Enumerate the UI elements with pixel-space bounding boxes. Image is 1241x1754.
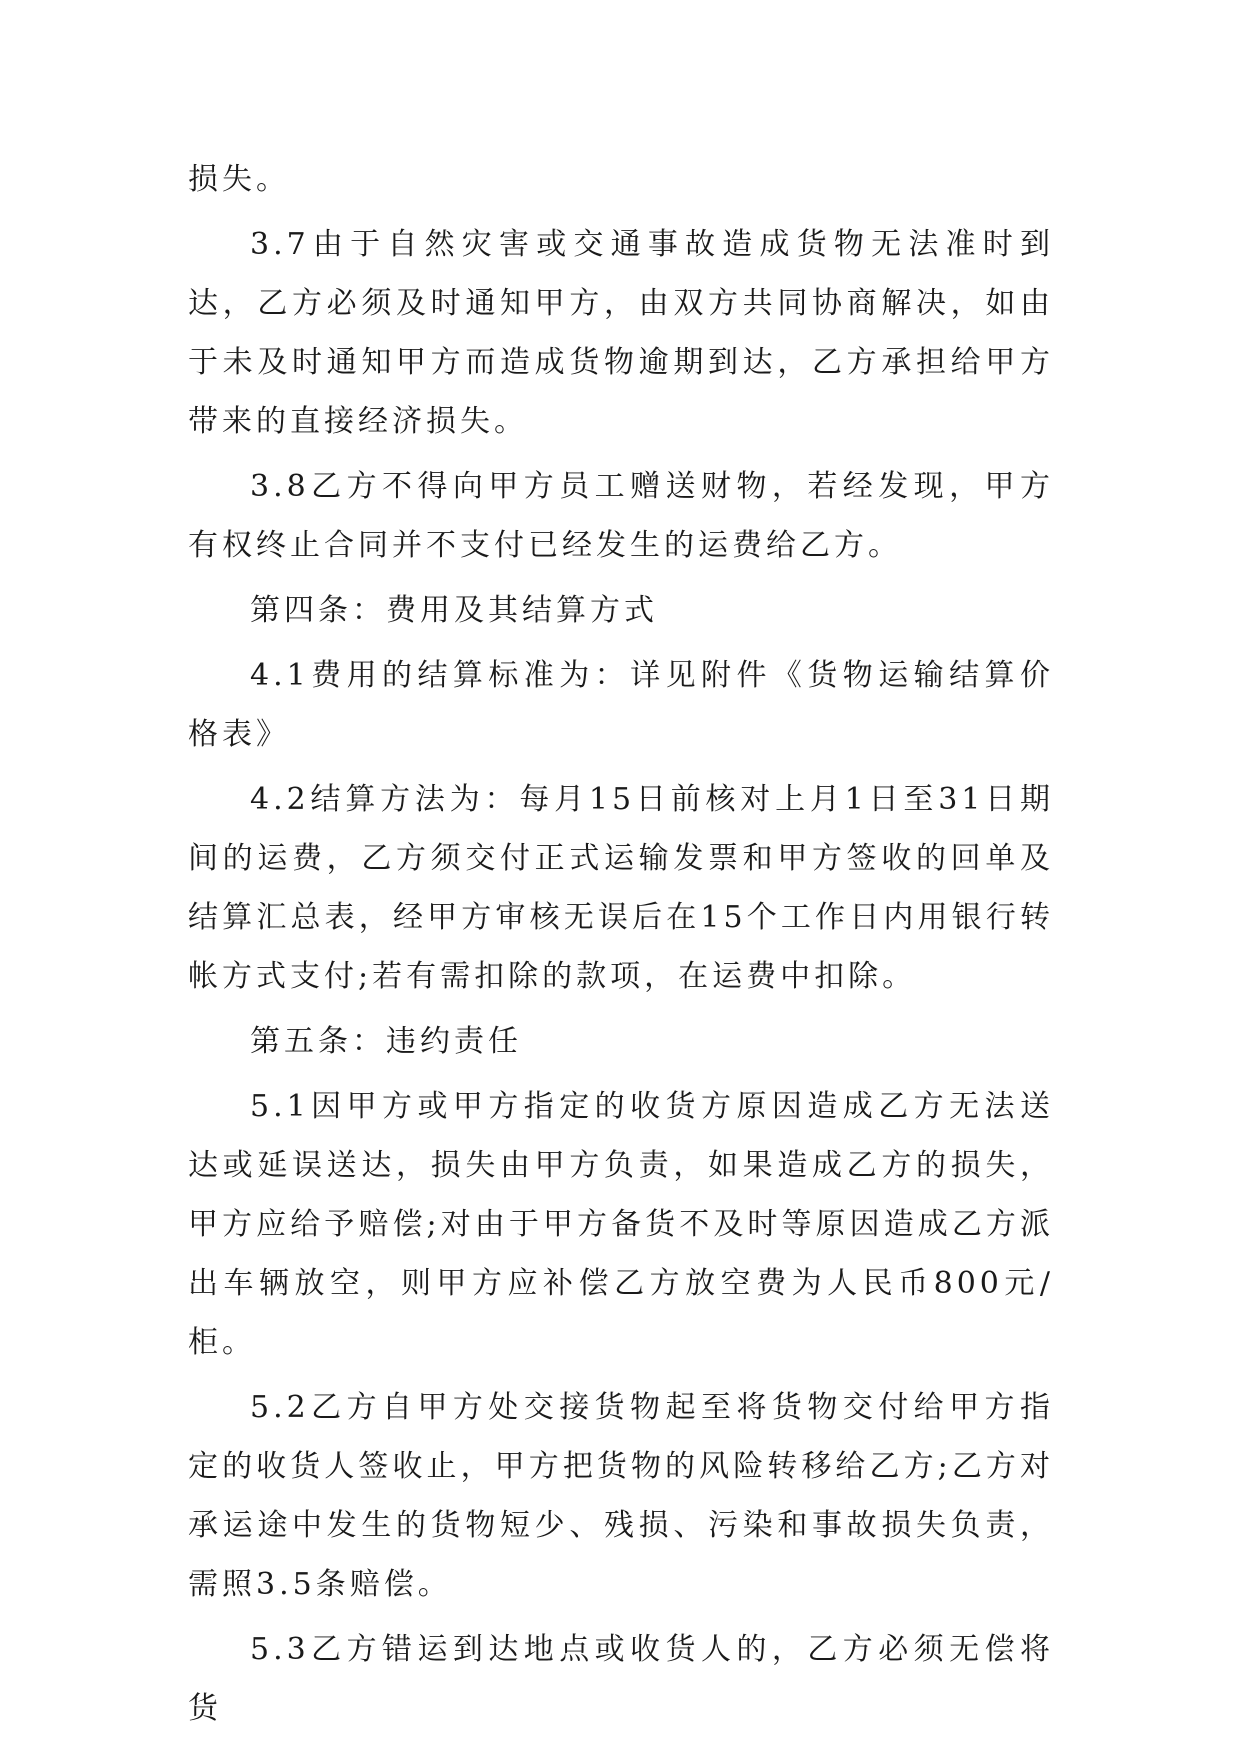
heading-article-5: 第五条：违约责任 xyxy=(250,1024,522,1059)
paragraph-clause-5-2: 5.2乙方自甲方处交接货物起至将货物交付给甲方指定的收货人签收止，甲方把货物的风险转移给乙方;乙方对承运途中发生的货物短少、残损、污染和事故损失负责，需照3.5条赔偿。 xyxy=(188,1390,1054,1602)
heading-article-4: 第四条：费用及其结算方式 xyxy=(250,593,658,628)
paragraph-clause-5-3: 5.3乙方错运到达地点或收货人的，乙方必须无偿将货 xyxy=(188,1632,1054,1726)
document-body xyxy=(188,150,1054,1738)
paragraph-clause-5-1: 5.1因甲方或甲方指定的收货方原因造成乙方无法送达或延误送达，损失由甲方负责，如果造成乙方的损失，甲方应给予赔偿;对由于甲方备货不及时等原因造成乙方派出车辆放空，则甲方应补偿乙方放空费为人民币800元/柜。 xyxy=(188,1089,1054,1360)
paragraph-clause-4-2: 4.2结算方法为：每月15日前核对上月1日至31日期间的运费，乙方须交付正式运输发票和甲方签收的回单及结算汇总表，经甲方审核无误后在15个工作日内用银行转帐方式支付;若有需扣除的款项，在运费中扣除。 xyxy=(188,782,1054,994)
paragraph-clause-3-7: 3.7由于自然灾害或交通事故造成货物无法准时到达，乙方必须及时通知甲方，由双方共同协商解决，如由于未及时通知甲方而造成货物逾期到达，乙方承担给甲方带来的直接经济损失。 xyxy=(188,227,1054,439)
paragraph-clause-4-1: 4.1费用的结算标准为：详见附件《货物运输结算价格表》 xyxy=(188,658,1054,752)
paragraph-continuation: 损失。 xyxy=(188,162,290,197)
paragraph-clause-3-8: 3.8乙方不得向甲方员工赠送财物，若经发现，甲方有权终止合同并不支付已经发生的运费给乙方。 xyxy=(188,469,1054,563)
